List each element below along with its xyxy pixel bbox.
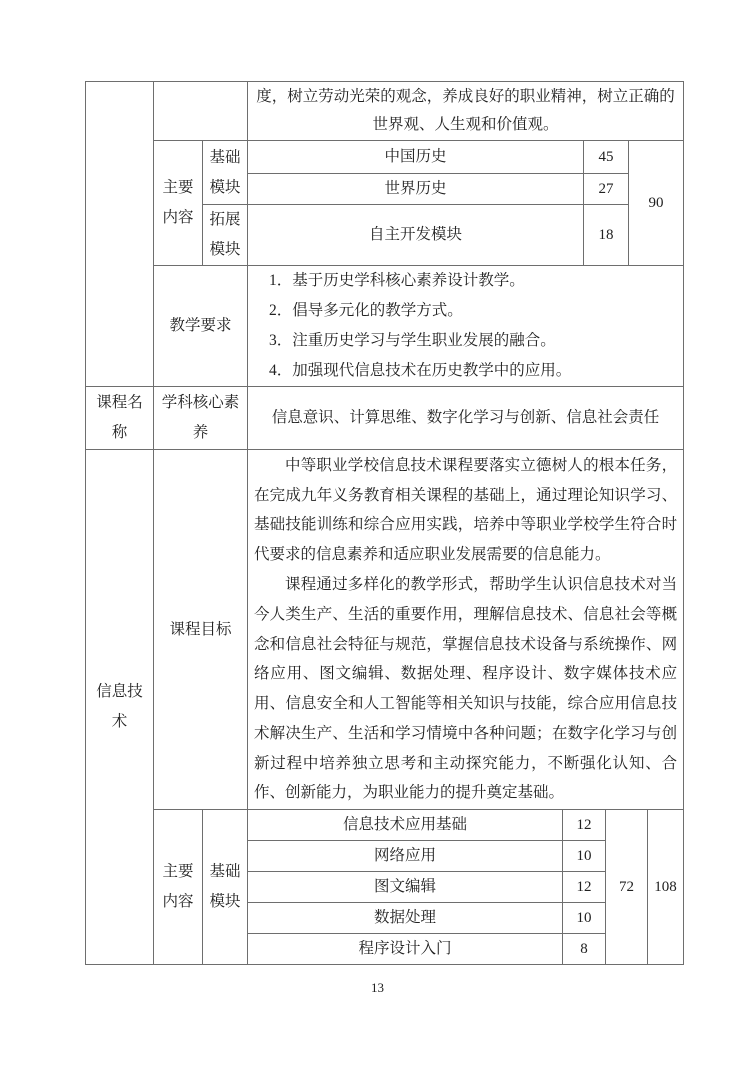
it-module-hours: 8 [563,934,606,965]
history-teaching-requirements-row [86,266,684,387]
history-extension-module-label: 拓展模块 [203,205,248,266]
core-literacy-value: 信息意识、计算思维、数字化学习与创新、信息社会责任 [248,387,684,450]
it-module-row [86,810,684,841]
it-course-name: 信息技术 [86,450,154,965]
history-course-name-cell [86,82,154,387]
history-attitude-continuation-text: 度，树立劳动光荣的观念，养成良好的职业精神，树立正确的世界观、人生观和价值观。 [256,87,675,133]
it-basic-module-label: 基础模块 [203,810,248,965]
history-module-hours: 18 [584,205,629,266]
teaching-requirement-item: 4．加强现代信息技术在历史教学中的应用。 [269,362,572,379]
teaching-requirements-label: 教学要求 [154,266,248,387]
it-module-name: 信息技术应用基础 [248,810,563,841]
history-total-hours: 90 [629,141,684,266]
teaching-requirement-item: 2．倡导多元化的教学方式。 [269,302,463,319]
history-module-row [86,141,684,174]
it-objectives-paragraph: 课程通过多样化的教学形式，帮助学生认识信息技术对当今人类生产、生活的重要作用，理解信息技术、信息社会等概念和信息社会特征与规范，掌握信息技术设备与系统操作、网络应用、图文编辑、数据处理、程序设计、数字媒体技术应用、信息安全和人工智能等相关知识与技能，综合应用信息技术解决生产、生活和学习情境中各种问题；在数字化学习与创新过程中培养独立思考和主动探究能力，不断强化认知、合作、创新能力，为职业能力的提升奠定基础。 [254,575,678,802]
it-module-name: 数据处理 [248,903,563,934]
it-objectives-text [254,451,677,809]
course-name-header-row [86,387,684,450]
it-objectives-row [86,450,684,810]
it-module-name: 网络应用 [248,841,563,872]
history-module-hours: 45 [584,141,629,174]
it-objectives-label: 课程目标 [154,450,248,810]
page-number: 13 [371,980,384,995]
it-module-name: 程序设计入门 [248,934,563,965]
course-name-label: 课程名称 [86,387,154,450]
it-module-name: 图文编辑 [248,872,563,903]
history-empty-label-cell [154,82,248,141]
history-module-hours: 27 [584,174,629,205]
history-continuation-row [86,82,684,141]
history-basic-module-label: 基础模块 [203,141,248,205]
curriculum-table [85,81,684,965]
teaching-requirements-cell [248,266,684,387]
history-module-name: 自主开发模块 [248,205,584,266]
it-module-hours: 12 [563,810,606,841]
it-objectives-paragraph: 中等职业学校信息技术课程要落实立德树人的根本任务，在完成九年义务教育相关课程的基础上，通过理论知识学习、基础技能训练和综合应用实践，培养中等职业学校学生符合时代要求的信息素养和适应职业发展需要的信息能力。 [254,456,678,564]
it-module-hours: 10 [563,841,606,872]
history-module-name: 中国历史 [248,141,584,174]
history-module-name: 世界历史 [248,174,584,205]
core-literacy-label: 学科核心素养 [154,387,248,450]
it-basic-total-hours: 72 [606,810,648,965]
it-module-hours: 12 [563,872,606,903]
it-objectives-cell [248,450,684,810]
teaching-requirement-item: 1．基于历史学科核心素养设计教学。 [269,272,525,289]
it-main-content-label: 主要内容 [154,810,203,965]
it-module-hours: 10 [563,903,606,934]
teaching-requirement-item: 3．注重历史学习与学生职业发展的融合。 [269,332,556,349]
history-attitude-continuation-cell [248,82,684,141]
it-total-hours: 108 [648,810,684,965]
history-main-content-label: 主要内容 [154,141,203,266]
